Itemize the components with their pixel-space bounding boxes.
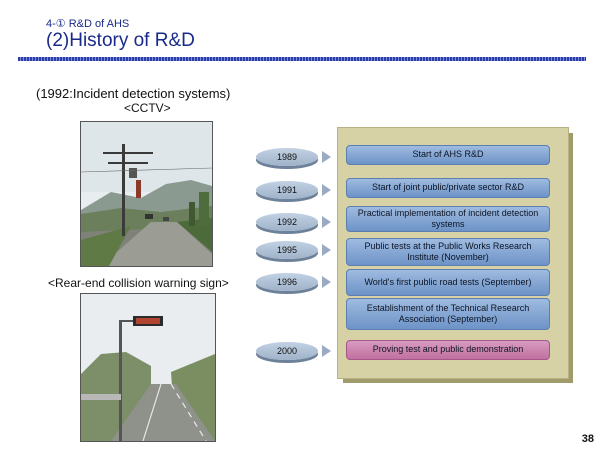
year-pill: 1989 <box>256 148 318 166</box>
year-pill: 2000 <box>256 342 318 360</box>
event-box: Start of AHS R&D <box>346 145 550 165</box>
event-box-highlight: Proving test and public demonstration <box>346 340 550 360</box>
cctv-caption: <CCTV> <box>124 101 171 115</box>
event-box: Public tests at the Public Works Research Institute (November) <box>346 238 550 266</box>
cctv-photo <box>80 121 213 267</box>
event-box: World's first public road tests (September) <box>346 269 550 296</box>
year-pill: 1992 <box>256 213 318 231</box>
year-pill: 1995 <box>256 241 318 259</box>
rear-end-caption: <Rear-end collision warning sign> <box>48 276 229 290</box>
arrow-icon <box>322 345 331 357</box>
arrow-icon <box>322 184 331 196</box>
event-box: Start of joint public/private sector R&D <box>346 178 550 198</box>
arrow-icon <box>322 276 331 288</box>
page-number: 38 <box>581 433 594 445</box>
arrow-icon <box>322 216 331 228</box>
page-title: (2)History of R&D <box>46 30 195 51</box>
title-divider <box>18 57 586 61</box>
arrow-icon <box>322 151 331 163</box>
section-label: 4-① R&D of AHS <box>46 18 130 30</box>
year-pill: 1996 <box>256 273 318 291</box>
event-box: Establishment of the Technical Research Association (September) <box>346 298 550 330</box>
incident-caption: (1992:Incident detection systems) <box>36 86 231 101</box>
event-box: Practical implementation of incident detection systems <box>346 206 550 232</box>
rear-end-sign-photo <box>80 293 216 442</box>
arrow-icon <box>322 244 331 256</box>
year-pill: 1991 <box>256 181 318 199</box>
